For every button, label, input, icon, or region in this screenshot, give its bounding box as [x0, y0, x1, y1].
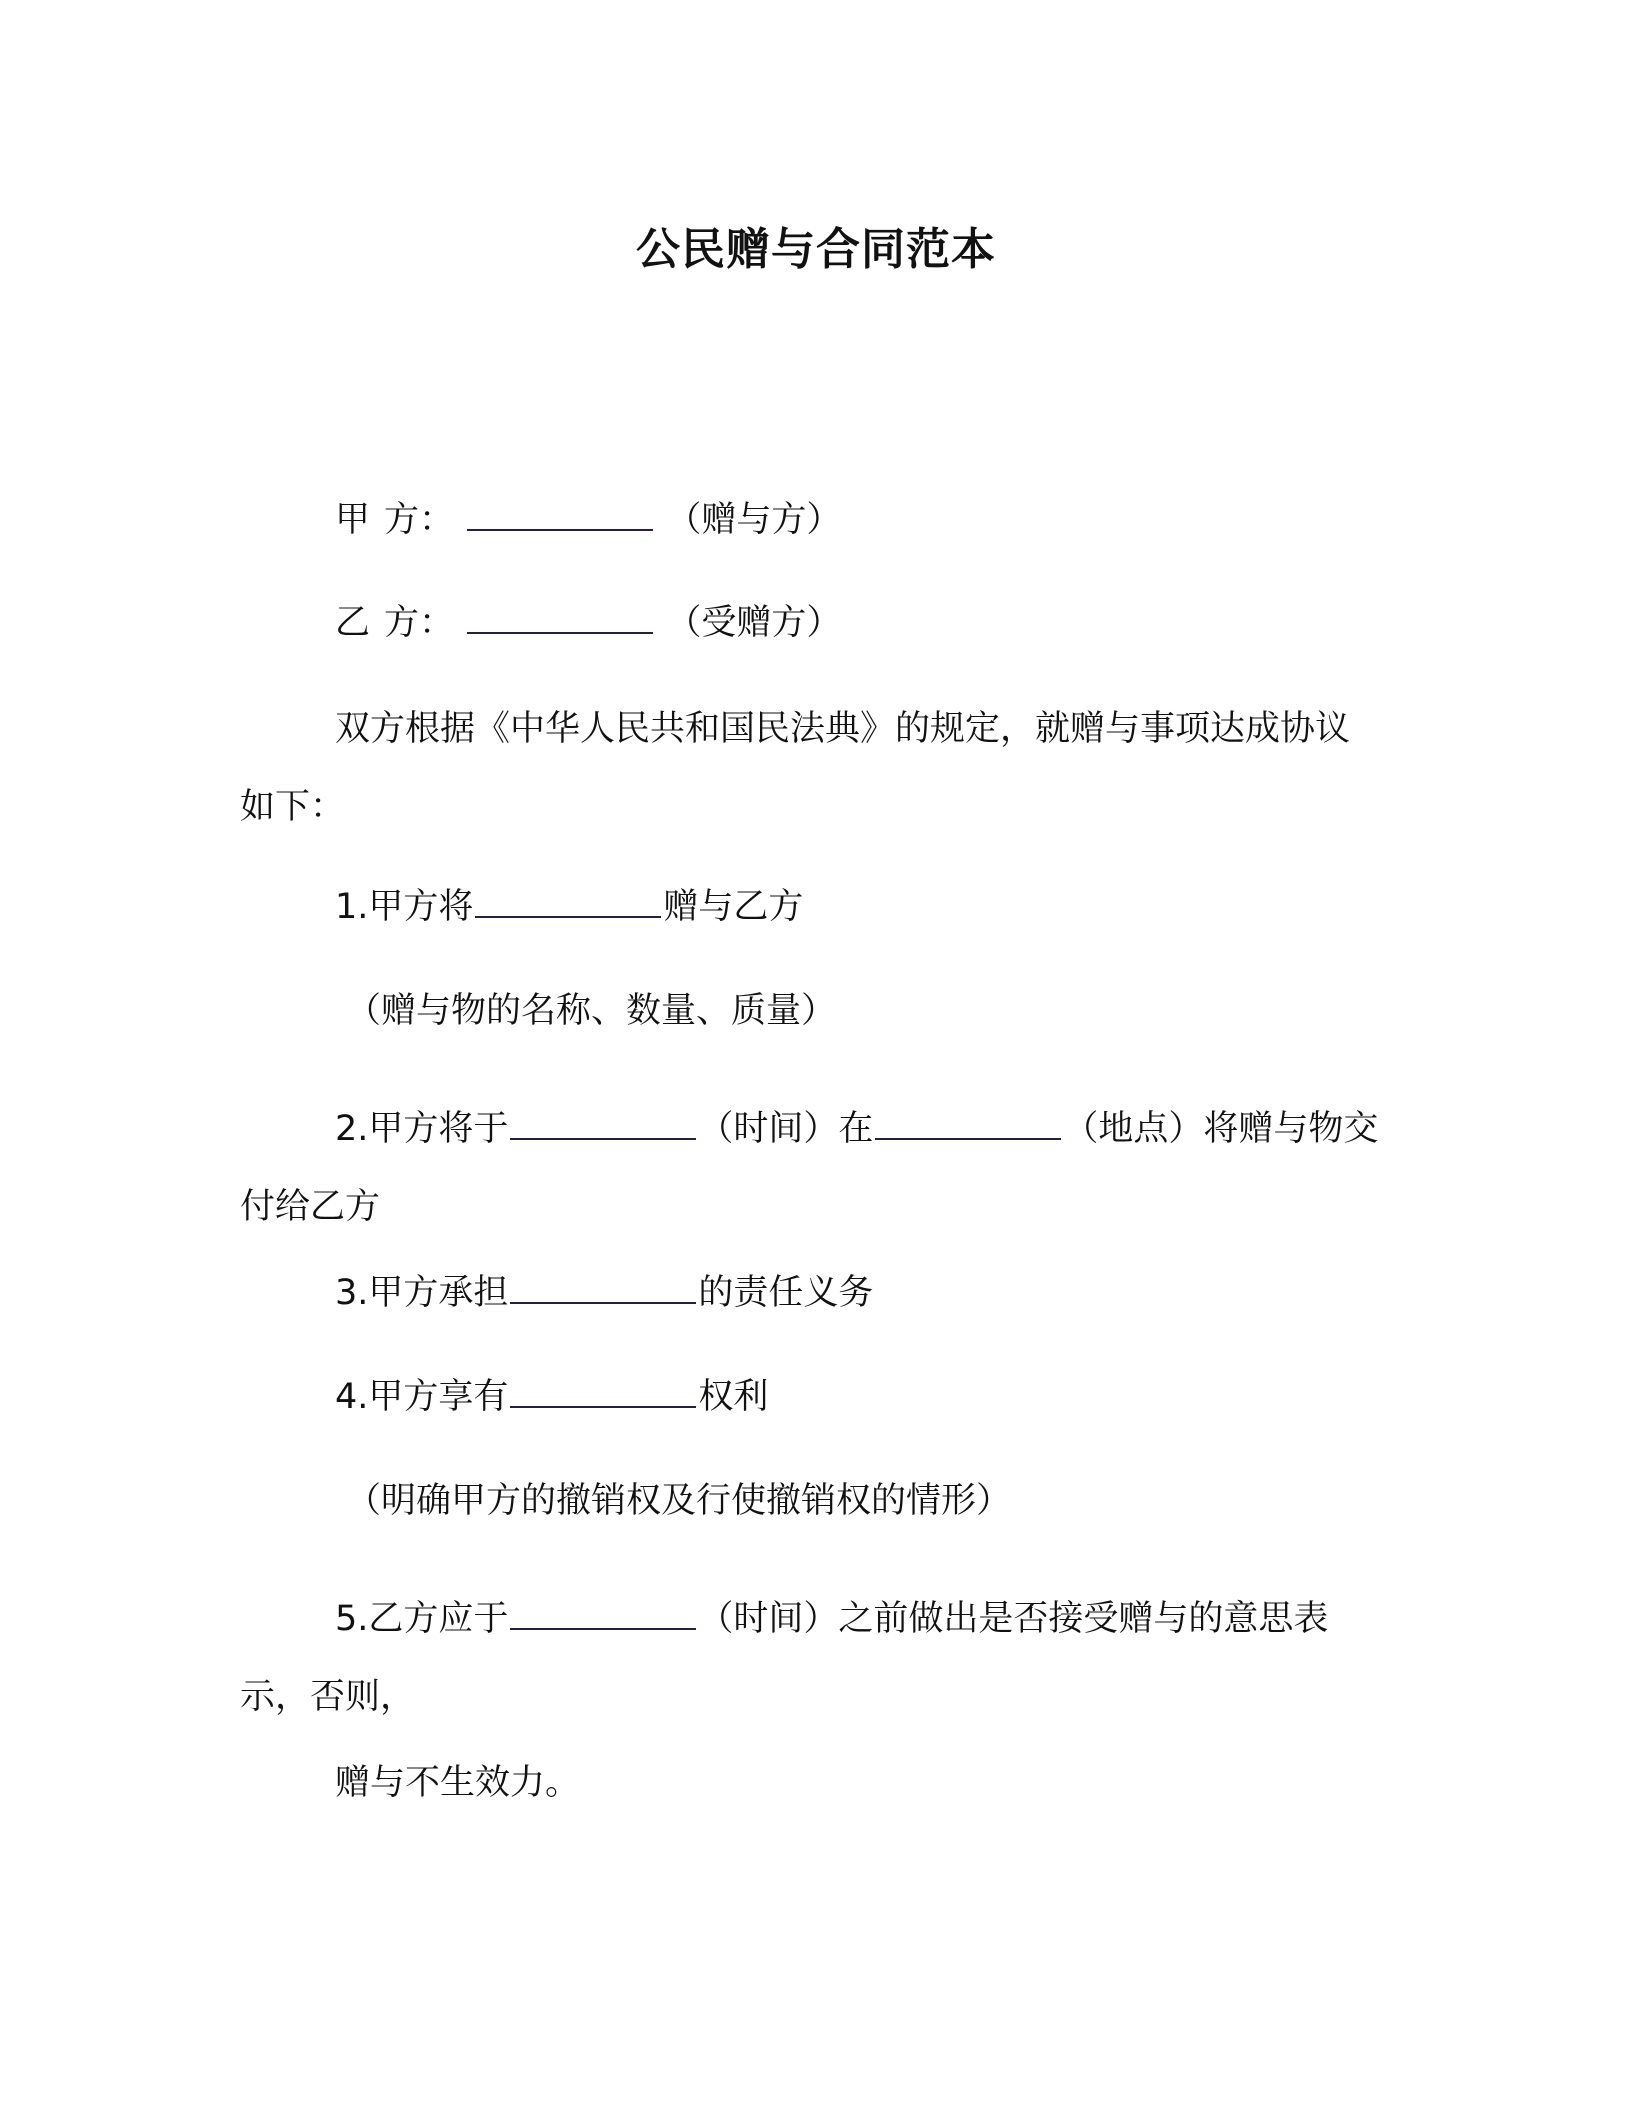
- clause-5-before: 5.乙方应于: [335, 1599, 509, 1639]
- clause-2-after: （地点）将赠与物交付给乙方: [240, 1109, 1379, 1227]
- clause-5-after: （时间）之前做出是否接受赠与的意思表示，否则，: [240, 1599, 1329, 1717]
- clause-3: [335, 1270, 873, 1316]
- clause-1-blank[interactable]: [475, 886, 661, 918]
- clause-2-before: 2.甲方将于: [335, 1109, 509, 1149]
- party-a-role: （赠与方）: [666, 500, 842, 540]
- party-a-blank[interactable]: [467, 499, 653, 531]
- party-b-label-1: 乙: [335, 603, 371, 643]
- clause-2-place-blank[interactable]: [875, 1108, 1061, 1140]
- party-b-role: （受赠方）: [666, 603, 842, 643]
- party-b-blank[interactable]: [467, 602, 653, 634]
- clause-1-before: 1.甲方将: [335, 887, 474, 927]
- clause-5-end: 赠与不生效力。: [335, 1763, 581, 1803]
- party-a-label-1: 甲: [335, 500, 371, 540]
- clause-3-after: 的责任义务: [698, 1273, 874, 1313]
- clause-4-note: （明确甲方的撤销权及行使撤销权的情形）: [346, 1481, 1012, 1521]
- clause-5-blank[interactable]: [510, 1598, 696, 1630]
- clause-3-blank[interactable]: [510, 1272, 696, 1304]
- clause-1-note: （赠与物的名称、数量、质量）: [346, 991, 837, 1031]
- clause-5: [240, 1580, 1380, 1736]
- party-a-label-2: 方：: [384, 500, 455, 540]
- clause-4-blank[interactable]: [510, 1376, 696, 1408]
- page-title: 公民赠与合同范本: [636, 224, 996, 275]
- clause-4: [335, 1374, 768, 1420]
- clause-4-after: 权利: [698, 1377, 769, 1417]
- party-b-line: [335, 600, 841, 646]
- clause-2-time: （时间）在: [698, 1109, 874, 1149]
- clause-2: [240, 1090, 1380, 1246]
- clause-1-after: 赠与乙方: [663, 887, 804, 927]
- clause-2-time-blank[interactable]: [510, 1108, 696, 1140]
- party-a-line: [335, 497, 841, 543]
- clause-4-before: 4.甲方享有: [335, 1377, 509, 1417]
- party-b-label-2: 方：: [384, 603, 455, 643]
- clause-1: [335, 884, 803, 930]
- preamble-paragraph: 双方根据《中华人民共和国民法典》的规定，就赠与事项达成协议如下：: [240, 709, 1351, 827]
- clause-3-before: 3.甲方承担: [335, 1273, 509, 1313]
